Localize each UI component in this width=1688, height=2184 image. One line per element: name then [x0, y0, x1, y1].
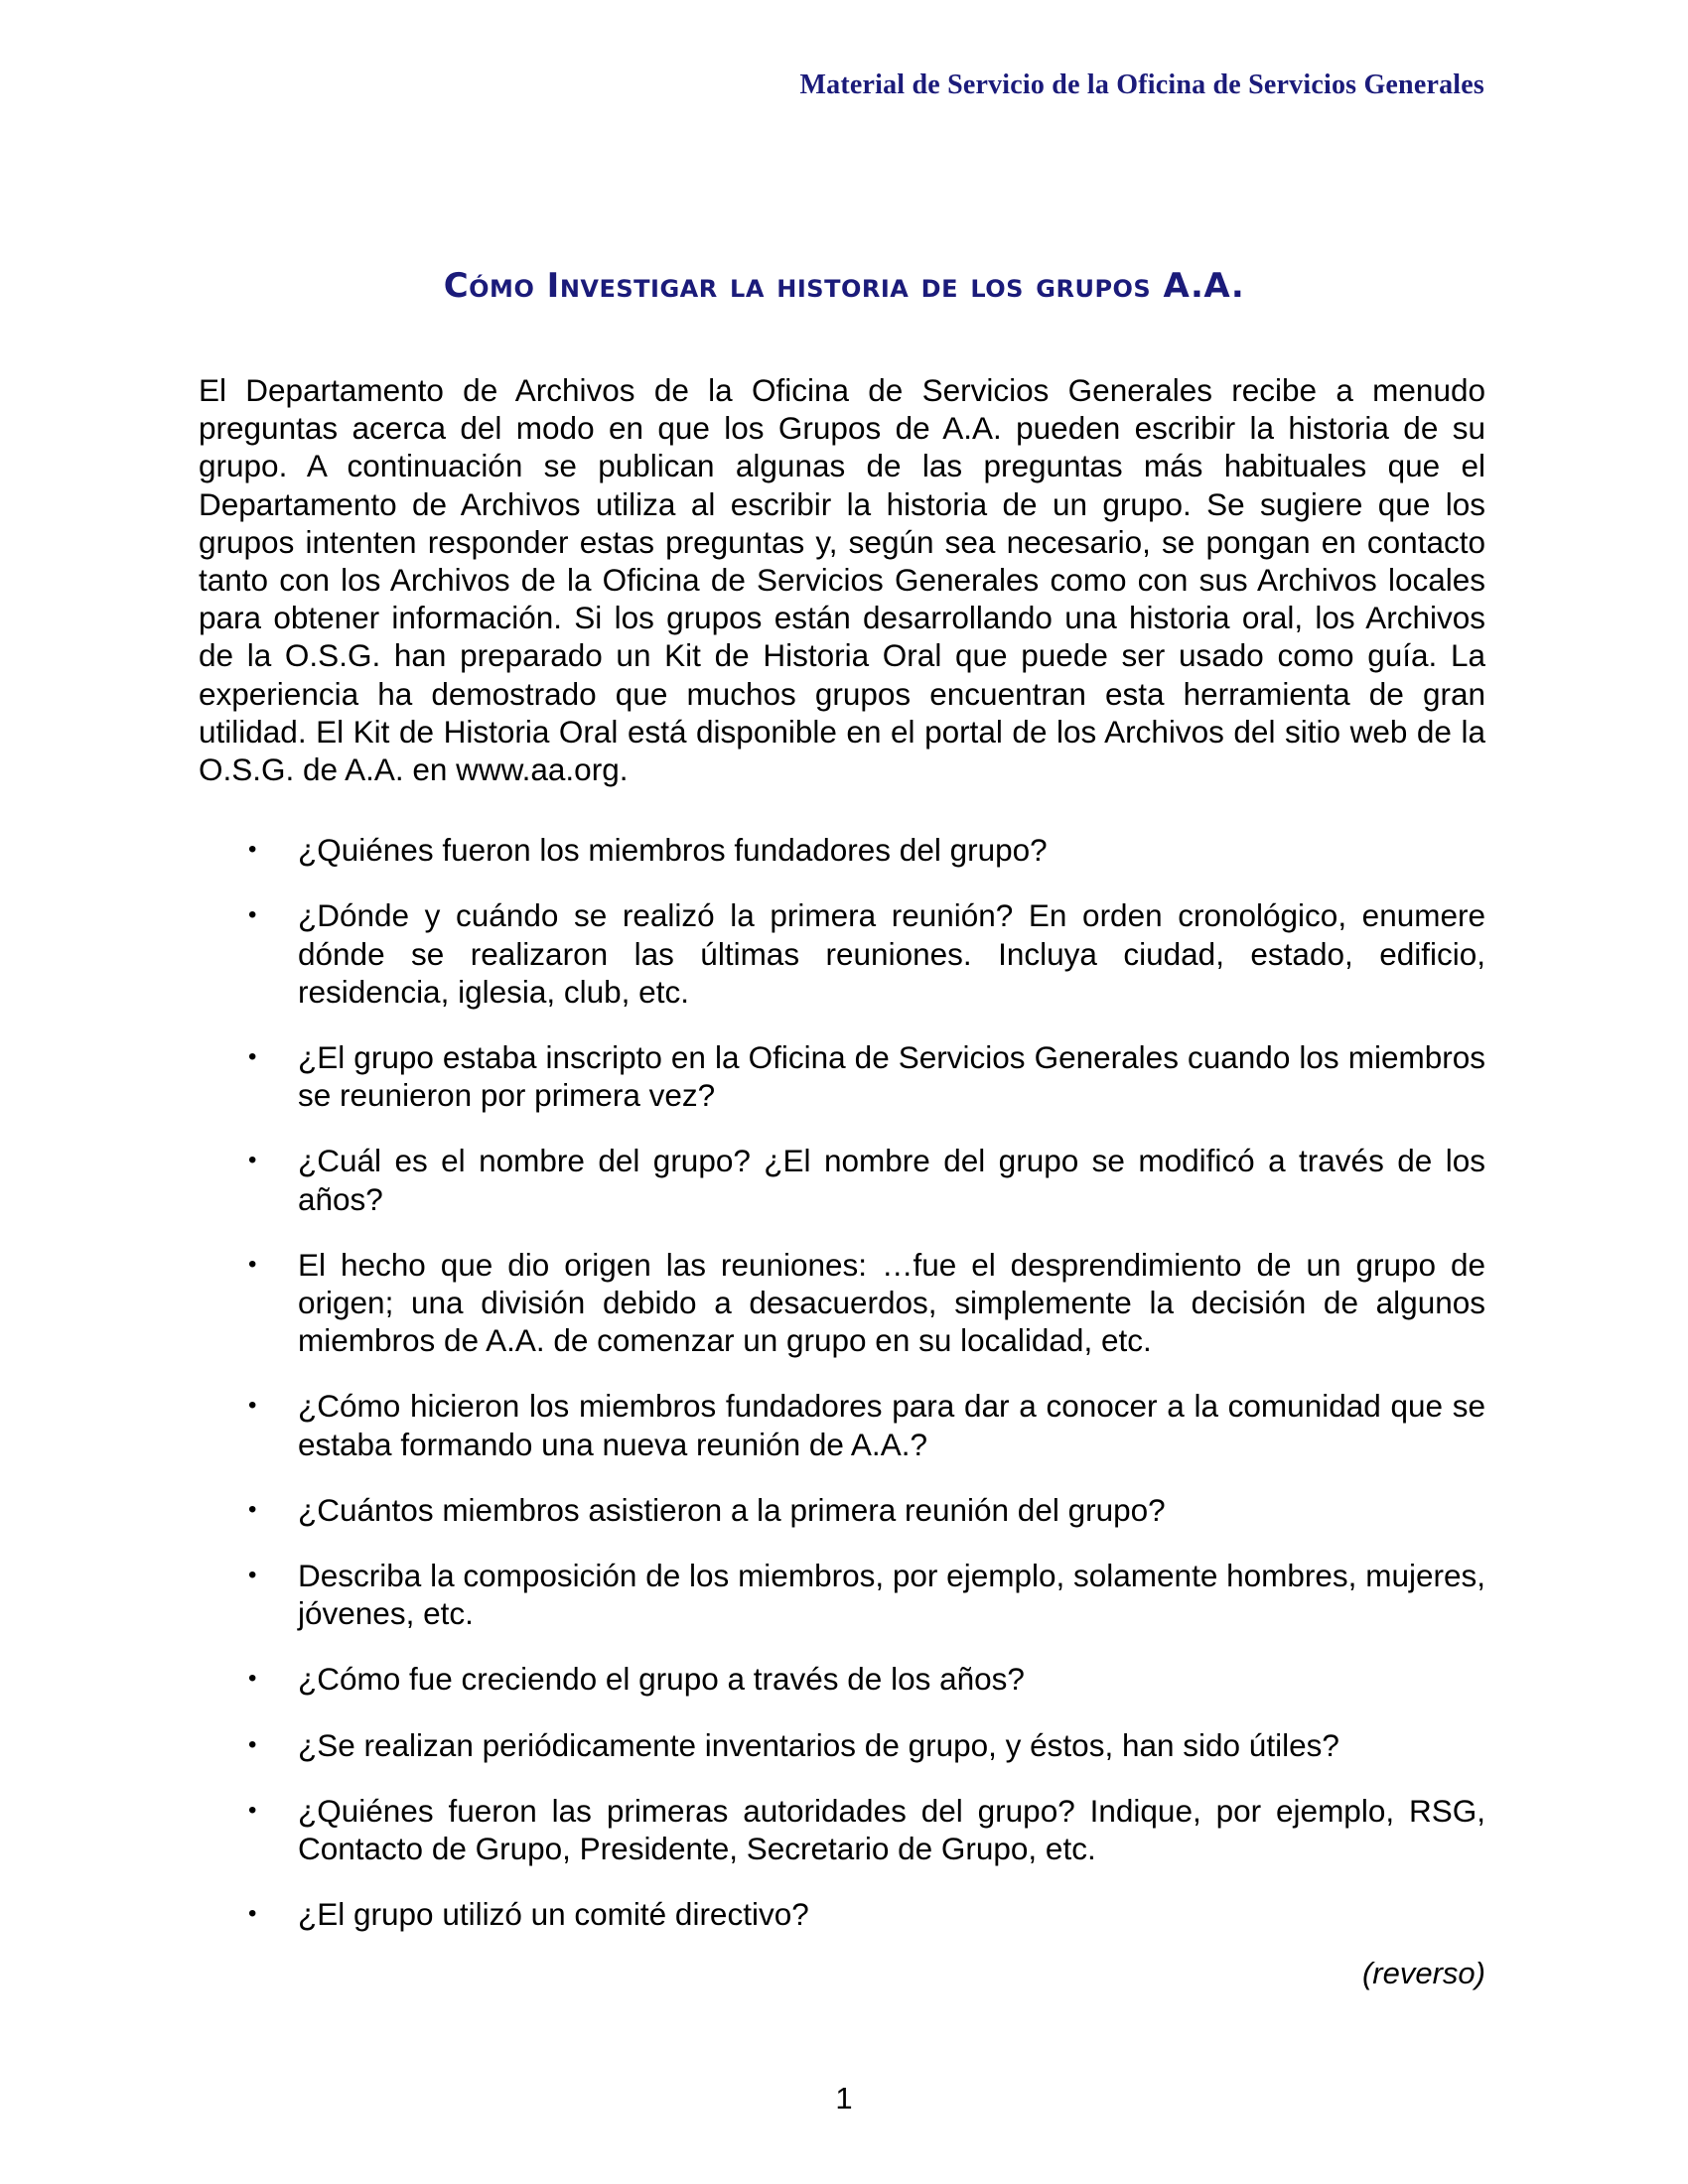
question-text: ¿Cuál es el nombre del grupo? ¿El nombre del grupo se modificó a través de los años? [298, 1143, 1485, 1217]
bullet-icon: • [248, 1392, 257, 1420]
bullet-icon: • [248, 1250, 257, 1278]
reverse-note: (reverso) [1361, 1956, 1485, 1990]
bullet-icon: • [248, 1495, 257, 1523]
document-body [199, 371, 1485, 1962]
list-item [199, 1142, 1485, 1217]
list-item [199, 896, 1485, 1011]
bullet-icon: • [248, 1665, 257, 1693]
bullet-icon: • [248, 1147, 257, 1174]
question-text: ¿Cuántos miembros asistieron a la primera reunión del grupo? [298, 1491, 1166, 1528]
question-text: El hecho que dio origen las reuniones: …fue el desprendimiento de un grupo de origen; una división debido a desacuerdos, simplemente la decisión de algunos miembros de A.A. de comenzar un grupo en su localidad, etc. [298, 1246, 1485, 1359]
bullet-icon: • [248, 901, 257, 929]
bullet-icon: • [248, 1043, 257, 1071]
page-title: Cómo Investigar la historia de los grupos A.A. [443, 266, 1245, 306]
list-item [199, 1387, 1485, 1462]
question-text: ¿Quiénes fueron las primeras autoridades del grupo? Indique, por ejemplo, RSG, Contacto de Grupo, Presidente, Secretario de Grupo, etc. [298, 1792, 1485, 1867]
bullet-icon: • [248, 1796, 257, 1824]
question-text: ¿Dónde y cuándo se realizó la primera reunión? En orden cronológico, enumere dónde se realizaron las últimas reuniones. Incluya ciudad, estado, edificio, residencia, iglesia, club, etc. [298, 897, 1485, 1010]
bullet-icon: • [248, 836, 257, 864]
question-text: ¿Quiénes fueron los miembros fundadores del grupo? [298, 832, 1048, 869]
bullet-icon: • [248, 1900, 257, 1928]
list-item [199, 1895, 1485, 1933]
bullet-icon: • [248, 1730, 257, 1758]
list-item [199, 1038, 1485, 1114]
list-item [199, 1726, 1485, 1764]
question-list [199, 831, 1485, 1933]
page-number: 1 [835, 2081, 853, 2116]
question-text: ¿Se realizan periódicamente inventarios de grupo, y éstos, han sido útiles? [298, 1726, 1339, 1763]
question-text: ¿Cómo hicieron los miembros fundadores para dar a conocer a la comunidad que se estaba formando una nueva reunión de A.A.? [298, 1388, 1485, 1462]
question-text: ¿El grupo utilizó un comité directivo? [298, 1896, 809, 1933]
question-text: ¿Cómo fue creciendo el grupo a través de los años? [298, 1661, 1025, 1698]
list-item [199, 1557, 1485, 1632]
question-text: ¿El grupo estaba inscripto en la Oficina de Servicios Generales cuando los miembros se reunieron por primera vez? [298, 1039, 1485, 1114]
list-item [199, 1491, 1485, 1529]
list-item [199, 831, 1485, 869]
running-header: Material de Servicio de la Oficina de Servicios Generales [799, 69, 1484, 100]
question-text: Describa la composición de los miembros, por ejemplo, solamente hombres, mujeres, jóvenes, etc. [298, 1558, 1485, 1632]
list-item [199, 1792, 1485, 1867]
list-item [199, 1246, 1485, 1360]
intro-paragraph: El Departamento de Archivos de la Oficina de Servicios Generales recibe a menudo preguntas acerca del modo en que los Grupos de A.A. pueden escribir la historia de su grupo. A continuación se publican algunas de las preguntas más habituales que el Departamento de Archivos utiliza al escribir la historia de un grupo. Se sugiere que los grupos intenten responder estas preguntas y, según sea necesario, se pongan en contacto tanto con los Archivos de la Oficina de Servicios Generales como con sus Archivos locales para obtener información. Si los grupos están desarrollando una historia oral, los Archivos de la O.S.G. han preparado un Kit de Historia Oral que puede ser usado como guía. La experiencia ha demostrado que muchos grupos encuentran esta herramienta de gran utilidad. El Kit de Historia Oral está disponible en el portal de los Archivos del sitio web de la O.S.G. de A.A. en www.aa.org. [199, 372, 1485, 788]
bullet-icon: • [248, 1562, 257, 1589]
list-item [199, 1660, 1485, 1698]
